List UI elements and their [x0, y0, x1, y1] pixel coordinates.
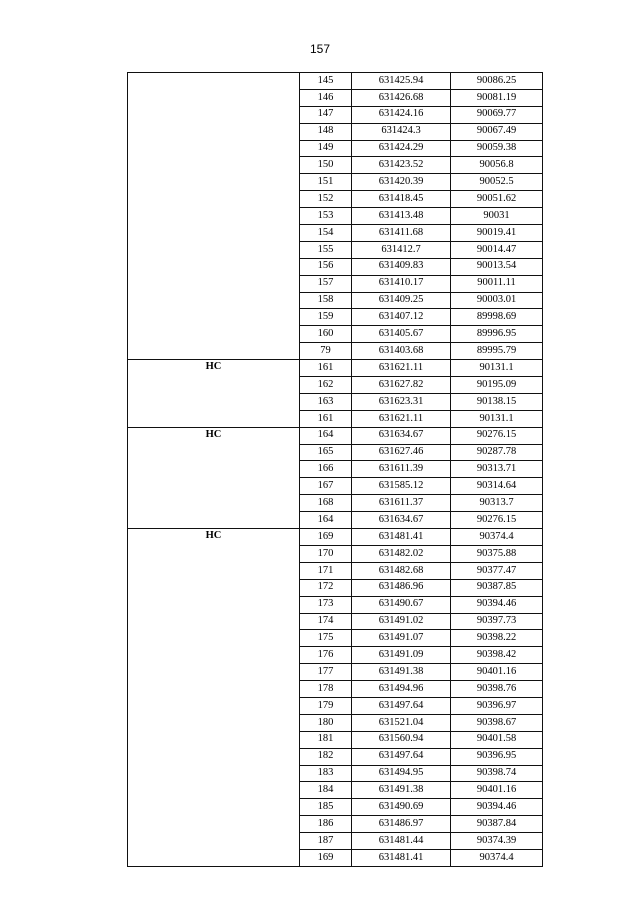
point-number-cell: 171: [300, 562, 352, 579]
y-coordinate-cell: 90394.46: [451, 799, 543, 816]
point-number-cell: 79: [300, 343, 352, 360]
y-coordinate-cell: 90131.1: [451, 410, 543, 427]
x-coordinate-cell: 631634.67: [352, 512, 451, 529]
group-label-cell: [128, 73, 300, 360]
y-coordinate-cell: 90056.8: [451, 157, 543, 174]
x-coordinate-cell: 631409.83: [352, 258, 451, 275]
x-coordinate-cell: 631424.16: [352, 106, 451, 123]
point-number-cell: 156: [300, 258, 352, 275]
x-coordinate-cell: 631491.38: [352, 782, 451, 799]
y-coordinate-cell: 90019.41: [451, 225, 543, 242]
point-number-cell: 187: [300, 833, 352, 850]
y-coordinate-cell: 90052.5: [451, 174, 543, 191]
x-coordinate-cell: 631418.45: [352, 191, 451, 208]
point-number-cell: 149: [300, 140, 352, 157]
x-coordinate-cell: 631411.68: [352, 225, 451, 242]
x-coordinate-cell: 631560.94: [352, 731, 451, 748]
x-coordinate-cell: 631409.25: [352, 292, 451, 309]
y-coordinate-cell: 90003.01: [451, 292, 543, 309]
point-number-cell: 162: [300, 377, 352, 394]
point-number-cell: 184: [300, 782, 352, 799]
point-number-cell: 169: [300, 529, 352, 546]
x-coordinate-cell: 631405.67: [352, 326, 451, 343]
point-number-cell: 175: [300, 630, 352, 647]
y-coordinate-cell: 90375.88: [451, 545, 543, 562]
y-coordinate-cell: 90051.62: [451, 191, 543, 208]
x-coordinate-cell: 631611.37: [352, 495, 451, 512]
x-coordinate-cell: 631481.41: [352, 529, 451, 546]
y-coordinate-cell: 90069.77: [451, 106, 543, 123]
y-coordinate-cell: 90195.09: [451, 377, 543, 394]
y-coordinate-cell: 90031: [451, 208, 543, 225]
point-number-cell: 182: [300, 748, 352, 765]
table-row: [128, 529, 543, 546]
point-number-cell: 173: [300, 596, 352, 613]
point-number-cell: 167: [300, 478, 352, 495]
y-coordinate-cell: 90377.47: [451, 562, 543, 579]
point-number-cell: 172: [300, 579, 352, 596]
point-number-cell: 181: [300, 731, 352, 748]
x-coordinate-cell: 631482.02: [352, 545, 451, 562]
x-coordinate-cell: 631491.38: [352, 664, 451, 681]
y-coordinate-cell: 90014.47: [451, 241, 543, 258]
y-coordinate-cell: 90276.15: [451, 512, 543, 529]
y-coordinate-cell: 90287.78: [451, 444, 543, 461]
x-coordinate-cell: 631481.41: [352, 849, 451, 866]
table-row: [128, 427, 543, 444]
x-coordinate-cell: 631490.67: [352, 596, 451, 613]
x-coordinate-cell: 631621.11: [352, 410, 451, 427]
y-coordinate-cell: 90313.71: [451, 461, 543, 478]
y-coordinate-cell: 90398.67: [451, 714, 543, 731]
x-coordinate-cell: 631424.3: [352, 123, 451, 140]
y-coordinate-cell: 90397.73: [451, 613, 543, 630]
point-number-cell: 164: [300, 427, 352, 444]
y-coordinate-cell: 90401.58: [451, 731, 543, 748]
y-coordinate-cell: 90401.16: [451, 664, 543, 681]
point-number-cell: 165: [300, 444, 352, 461]
y-coordinate-cell: 90387.85: [451, 579, 543, 596]
y-coordinate-cell: 90374.39: [451, 833, 543, 850]
point-number-cell: 177: [300, 664, 352, 681]
y-coordinate-cell: 90387.84: [451, 816, 543, 833]
x-coordinate-cell: 631481.44: [352, 833, 451, 850]
table-row: [128, 360, 543, 377]
point-number-cell: 180: [300, 714, 352, 731]
point-number-cell: 145: [300, 73, 352, 90]
point-number-cell: 160: [300, 326, 352, 343]
y-coordinate-cell: 90374.4: [451, 849, 543, 866]
point-number-cell: 151: [300, 174, 352, 191]
point-number-cell: 186: [300, 816, 352, 833]
x-coordinate-cell: 631494.95: [352, 765, 451, 782]
x-coordinate-cell: 631611.39: [352, 461, 451, 478]
point-number-cell: 166: [300, 461, 352, 478]
coordinates-table-body: [128, 73, 543, 867]
x-coordinate-cell: 631486.96: [352, 579, 451, 596]
y-coordinate-cell: 90396.95: [451, 748, 543, 765]
point-number-cell: 159: [300, 309, 352, 326]
point-number-cell: 146: [300, 89, 352, 106]
x-coordinate-cell: 631585.12: [352, 478, 451, 495]
group-label-cell: НС: [128, 529, 300, 867]
y-coordinate-cell: 90394.46: [451, 596, 543, 613]
x-coordinate-cell: 631491.07: [352, 630, 451, 647]
point-number-cell: 185: [300, 799, 352, 816]
point-number-cell: 179: [300, 697, 352, 714]
x-coordinate-cell: 631424.29: [352, 140, 451, 157]
y-coordinate-cell: 90396.97: [451, 697, 543, 714]
x-coordinate-cell: 631425.94: [352, 73, 451, 90]
x-coordinate-cell: 631426.68: [352, 89, 451, 106]
y-coordinate-cell: 90086.25: [451, 73, 543, 90]
x-coordinate-cell: 631627.46: [352, 444, 451, 461]
point-number-cell: 153: [300, 208, 352, 225]
x-coordinate-cell: 631403.68: [352, 343, 451, 360]
point-number-cell: 148: [300, 123, 352, 140]
y-coordinate-cell: 90398.42: [451, 647, 543, 664]
y-coordinate-cell: 90401.16: [451, 782, 543, 799]
x-coordinate-cell: 631420.39: [352, 174, 451, 191]
y-coordinate-cell: 90398.76: [451, 681, 543, 698]
y-coordinate-cell: 89996.95: [451, 326, 543, 343]
group-label-cell: НС: [128, 360, 300, 428]
x-coordinate-cell: 631412.7: [352, 241, 451, 258]
point-number-cell: 176: [300, 647, 352, 664]
y-coordinate-cell: 90013.54: [451, 258, 543, 275]
y-coordinate-cell: 90067.49: [451, 123, 543, 140]
point-number-cell: 150: [300, 157, 352, 174]
point-number-cell: 170: [300, 545, 352, 562]
y-coordinate-cell: 90398.74: [451, 765, 543, 782]
group-label-cell: НС: [128, 427, 300, 528]
y-coordinate-cell: 89995.79: [451, 343, 543, 360]
table-row: [128, 73, 543, 90]
point-number-cell: 164: [300, 512, 352, 529]
x-coordinate-cell: 631497.64: [352, 697, 451, 714]
y-coordinate-cell: 90081.19: [451, 89, 543, 106]
x-coordinate-cell: 631491.09: [352, 647, 451, 664]
point-number-cell: 183: [300, 765, 352, 782]
x-coordinate-cell: 631486.97: [352, 816, 451, 833]
point-number-cell: 155: [300, 241, 352, 258]
x-coordinate-cell: 631621.11: [352, 360, 451, 377]
point-number-cell: 169: [300, 849, 352, 866]
point-number-cell: 147: [300, 106, 352, 123]
point-number-cell: 168: [300, 495, 352, 512]
x-coordinate-cell: 631494.96: [352, 681, 451, 698]
x-coordinate-cell: 631413.48: [352, 208, 451, 225]
y-coordinate-cell: 90374.4: [451, 529, 543, 546]
y-coordinate-cell: 90138.15: [451, 393, 543, 410]
y-coordinate-cell: 89998.69: [451, 309, 543, 326]
x-coordinate-cell: 631490.69: [352, 799, 451, 816]
point-number-cell: 161: [300, 360, 352, 377]
y-coordinate-cell: 90131.1: [451, 360, 543, 377]
x-coordinate-cell: 631407.12: [352, 309, 451, 326]
x-coordinate-cell: 631521.04: [352, 714, 451, 731]
point-number-cell: 152: [300, 191, 352, 208]
x-coordinate-cell: 631482.68: [352, 562, 451, 579]
y-coordinate-cell: 90011.11: [451, 275, 543, 292]
x-coordinate-cell: 631623.31: [352, 393, 451, 410]
point-number-cell: 174: [300, 613, 352, 630]
y-coordinate-cell: 90059.38: [451, 140, 543, 157]
point-number-cell: 161: [300, 410, 352, 427]
point-number-cell: 158: [300, 292, 352, 309]
point-number-cell: 154: [300, 225, 352, 242]
y-coordinate-cell: 90313.7: [451, 495, 543, 512]
x-coordinate-cell: 631491.02: [352, 613, 451, 630]
x-coordinate-cell: 631634.67: [352, 427, 451, 444]
y-coordinate-cell: 90314.64: [451, 478, 543, 495]
x-coordinate-cell: 631627.82: [352, 377, 451, 394]
coordinates-table: [127, 72, 543, 867]
x-coordinate-cell: 631410.17: [352, 275, 451, 292]
x-coordinate-cell: 631423.52: [352, 157, 451, 174]
page-number: 157: [309, 42, 331, 56]
point-number-cell: 163: [300, 393, 352, 410]
point-number-cell: 157: [300, 275, 352, 292]
point-number-cell: 178: [300, 681, 352, 698]
x-coordinate-cell: 631497.64: [352, 748, 451, 765]
y-coordinate-cell: 90276.15: [451, 427, 543, 444]
y-coordinate-cell: 90398.22: [451, 630, 543, 647]
